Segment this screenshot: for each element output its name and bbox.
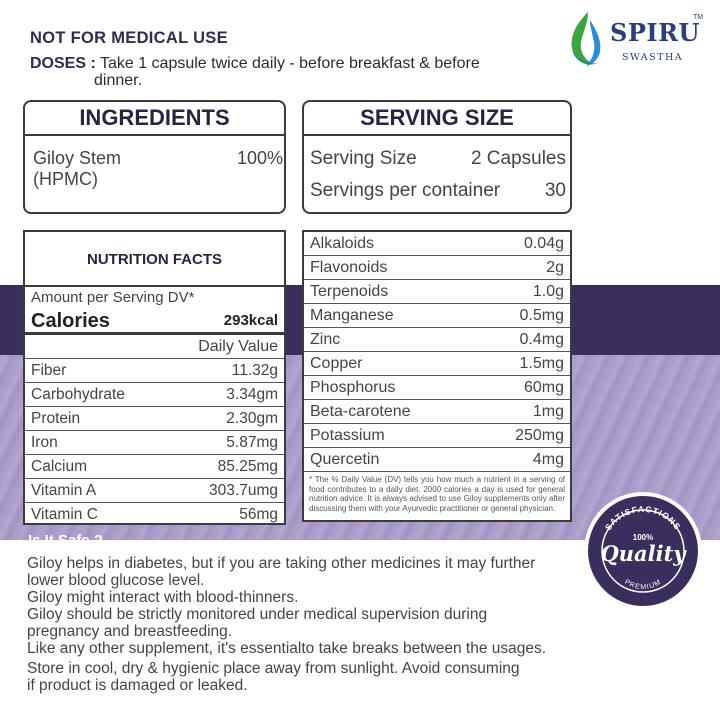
nutrient-name: Fiber bbox=[31, 362, 67, 379]
compound-name: Phosphorus bbox=[310, 379, 396, 396]
nutrient-value: 85.25mg bbox=[217, 458, 278, 475]
nutrient-value: 11.32g bbox=[231, 362, 278, 379]
compound-name: Potassium bbox=[310, 427, 385, 444]
serving-size-panel bbox=[302, 100, 572, 214]
daily-value-footnote: * The % Daily Value (DV) tells you how much a nutrient in a serving of food contributes to a daily diet. 2000 calories a day is used for general nutrition advice. It is always advised to use Giloy supplements only after discussing them with your Ayurvedic practitioner or general physician. bbox=[309, 475, 565, 513]
nutrition-row-fiber bbox=[25, 359, 284, 383]
compound-name: Manganese bbox=[310, 307, 394, 324]
nutrition-row-protein bbox=[25, 407, 284, 431]
ingredients-panel bbox=[23, 100, 286, 214]
safety-line: Giloy should be strictly monitored under medical supervision during bbox=[27, 606, 488, 623]
nutrition-row-iron bbox=[25, 431, 284, 455]
brand-subtitle: SWASTHA bbox=[622, 52, 684, 63]
nutrition-row-vitamin-a bbox=[25, 479, 284, 503]
nutrient-value: 303.7umg bbox=[209, 482, 278, 499]
safety-line: Like any other supplement, it's essentialto take breaks between the usages. bbox=[27, 640, 547, 657]
compound-value: 250mg bbox=[515, 427, 564, 444]
compound-value: 0.04g bbox=[523, 235, 564, 252]
storage-line-1: Store in cool, dry & hygienic place away from sunlight. Avoid consuming bbox=[27, 660, 520, 677]
ingredient-percent: 100% bbox=[236, 148, 283, 168]
storage-line-2: if product is damaged or leaked. bbox=[27, 677, 248, 694]
compound-name: Quercetin bbox=[310, 451, 380, 468]
nutrition-facts-title: NUTRITION FACTS bbox=[25, 232, 284, 287]
doses-label: DOSES : bbox=[30, 55, 96, 72]
badge-bottom-text: PREMIUM bbox=[623, 578, 663, 592]
ingredient-name-line-2: (HPMC) bbox=[33, 169, 98, 189]
mineral-row-terpenoids bbox=[304, 280, 570, 304]
nutrition-row-calcium bbox=[25, 455, 284, 479]
servings-per-container-label: Servings per container bbox=[310, 180, 501, 201]
safety-line: Giloy might interact with blood-thinners. bbox=[27, 589, 299, 606]
ingredient-name: Giloy Stem bbox=[33, 148, 122, 168]
compound-value: 1.5mg bbox=[519, 355, 564, 372]
nutrition-row-carbohydrate bbox=[25, 383, 284, 407]
badge-percent: 100% bbox=[632, 533, 654, 542]
compound-name: Terpenoids bbox=[310, 283, 389, 300]
safety-text bbox=[27, 555, 587, 657]
safety-line: pregnancy and breastfeeding. bbox=[27, 623, 233, 640]
compound-value: 0.5mg bbox=[519, 307, 564, 324]
mineral-row-copper bbox=[304, 352, 570, 376]
amount-per-serving-label: Amount per Serving DV* bbox=[31, 289, 195, 306]
mineral-row-alkaloids bbox=[304, 232, 570, 256]
nutrition-facts-table bbox=[23, 230, 286, 525]
drop-leaf-icon bbox=[566, 10, 606, 68]
nutrient-value: 2.30gm bbox=[226, 410, 278, 427]
phytonutrients-table bbox=[302, 230, 572, 522]
servings-per-container-row bbox=[310, 180, 566, 202]
nutrient-value: 3.34gm bbox=[226, 386, 278, 403]
compound-value: 4mg bbox=[532, 451, 564, 468]
ingredients-title: INGREDIENTS bbox=[25, 102, 284, 136]
brand-logo bbox=[566, 8, 706, 68]
calories-value: 293kcal bbox=[223, 312, 278, 329]
compound-value: 1.0g bbox=[532, 283, 564, 300]
badge-top-text: SATISFACTIONS bbox=[602, 503, 684, 533]
safety-heading: Is It Safe.? bbox=[28, 532, 104, 549]
serving-size-label: Serving Size bbox=[310, 148, 417, 169]
compound-value: 0.4mg bbox=[519, 331, 564, 348]
serving-size-title: SERVING SIZE bbox=[304, 102, 570, 136]
serving-size-row bbox=[310, 148, 566, 170]
nutrient-name: Protein bbox=[31, 410, 81, 427]
safety-line: lower blood glucose level. bbox=[27, 572, 205, 589]
brand-trademark: TM bbox=[693, 14, 704, 21]
mineral-row-zinc bbox=[304, 328, 570, 352]
quality-badge bbox=[582, 490, 704, 612]
compound-name: Flavonoids bbox=[310, 259, 388, 276]
nutrient-name: Vitamin C bbox=[31, 506, 98, 523]
serving-size-value: 2 Capsules bbox=[470, 148, 566, 169]
compound-value: 2g bbox=[546, 259, 564, 276]
mineral-row-flavonoids bbox=[304, 256, 570, 280]
mineral-row-beta-carotene bbox=[304, 400, 570, 424]
storage-instructions bbox=[27, 660, 587, 694]
mineral-row-manganese bbox=[304, 304, 570, 328]
compound-value: 1mg bbox=[532, 403, 564, 420]
nutrient-name: Carbohydrate bbox=[31, 386, 125, 403]
doses-line-1: Take 1 capsule twice daily - before breakfast & before bbox=[99, 55, 480, 72]
nutrient-name: Iron bbox=[31, 434, 58, 451]
safety-line: Giloy helps in diabetes, but if you are taking other medicines it may further bbox=[27, 555, 536, 572]
mineral-row-quercetin bbox=[304, 448, 570, 472]
mineral-row-potassium bbox=[304, 424, 570, 448]
compound-name: Copper bbox=[310, 355, 363, 372]
compound-name: Alkaloids bbox=[310, 235, 375, 252]
nutrient-value: 56mg bbox=[239, 506, 278, 523]
nutrient-value: 5.87mg bbox=[226, 434, 278, 451]
compound-name: Zinc bbox=[310, 331, 341, 348]
compound-value: 60mg bbox=[523, 379, 564, 396]
doses-text bbox=[30, 55, 550, 89]
calories-row bbox=[25, 309, 284, 335]
doses-line-2: dinner. bbox=[94, 72, 143, 89]
servings-per-container-value: 30 bbox=[544, 180, 566, 201]
daily-value-header: Daily Value bbox=[25, 335, 284, 359]
compound-name: Beta-carotene bbox=[310, 403, 411, 420]
mineral-row-phosphorus bbox=[304, 376, 570, 400]
ingredient-row bbox=[33, 148, 283, 190]
nutrient-name: Calcium bbox=[31, 458, 87, 475]
calories-label: Calories bbox=[31, 310, 110, 332]
brand-name: SPIRU bbox=[610, 18, 700, 47]
badge-main-text: Quality bbox=[600, 541, 686, 566]
medical-warning: NOT FOR MEDICAL USE bbox=[30, 29, 228, 47]
nutrition-row-vitamin-c bbox=[25, 503, 284, 527]
nutrient-name: Vitamin A bbox=[31, 482, 97, 499]
